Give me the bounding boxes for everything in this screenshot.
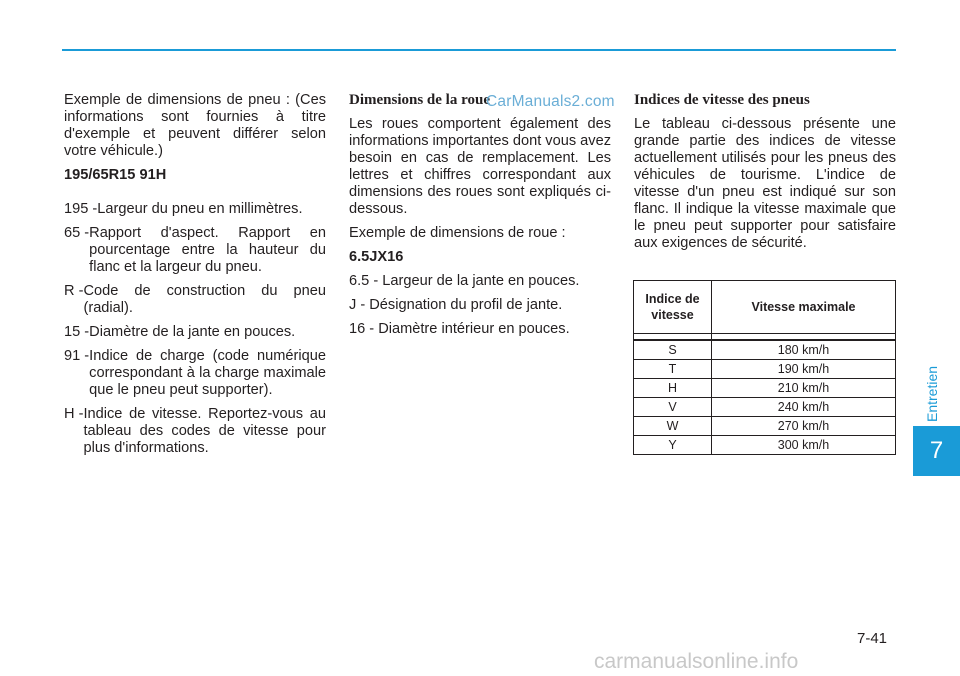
definition-item [64,201,326,218]
wheel-intro: Les roues comportent également des informations importantes dont vous avez besoin en cas de remplacement. Les lettres et chiffres correspondant aux dimensions des roues sont expliqués ci-dessous. [349,116,612,217]
table-row [634,436,896,455]
page-number: 7-41 [857,630,888,647]
table-row [634,340,896,360]
table-cell: S [634,340,712,360]
definition-item [64,225,326,276]
definition-text: Code de construction du pneu (radial). [83,283,326,316]
table-header-speed: Vitesse maximale [712,281,896,334]
table-header-row [634,281,896,334]
definition-text: Rapport d'aspect. Rapport en pourcentage entre la hauteur du flanc et la largeur du pneu. [89,225,326,275]
definition-key: R - [64,283,84,299]
table-row [634,398,896,417]
definition-key: 195 - [64,201,98,217]
table-cell: H [634,379,712,398]
definition-item [64,324,326,341]
definition-text: Largeur du pneu en millimètres. [97,201,303,217]
site-watermark: CarManuals2.com [486,93,615,110]
chapter-label: Entretien [924,365,941,423]
speed-intro: Le tableau ci-dessous présente une grande partie des indices de vitesse actuellement utilisés pour les pneus des véhicules de tourisme. L'indice de vitesse d'un pneu est indiqué sur son flanc. Il indique la vitesse maximale que le pneu peut supporter pour satisfaire aux exigences de sécurité. [634,116,896,251]
table-cell: 210 km/h [712,379,896,398]
table-cell: V [634,398,712,417]
table-cell: 300 km/h [712,436,896,455]
tire-size-intro: Exemple de dimensions de pneu : (Ces informations sont fournies à titre d'exemple et peuvent différer selon votre véhicule.) [64,92,326,159]
definition-text: Diamètre de la jante en pouces. [89,324,296,340]
wheel-line: J - Désignation du profil de jante. [349,297,563,313]
header-rule [62,49,896,51]
speed-index-column [634,92,896,259]
wheel-size-column [349,92,611,345]
tire-size-example: 195/65R15 91H [64,167,167,183]
table-cell: 240 km/h [712,398,896,417]
table-cell: T [634,360,712,379]
definition-item [64,283,326,317]
definition-text: Indice de vitesse. Reportez-vous au tableau des codes de vitesse pour plus d'informations. [83,406,326,456]
wheel-example: 6.5JX16 [349,249,404,265]
table-header-index: Indice de vitesse [634,281,712,334]
wheel-section-title: Dimensions de la roue [349,92,490,108]
table-row [634,360,896,379]
definition-key: 91 - [64,348,90,364]
wheel-line: 16 - Diamètre intérieur en pouces. [349,321,570,337]
table-row [634,417,896,436]
footer-watermark: carmanualsonline.info [594,650,799,673]
table-cell: W [634,417,712,436]
table-cell: Y [634,436,712,455]
table-cell: 270 km/h [712,417,896,436]
wheel-example-label: Exemple de dimensions de roue : [349,225,566,241]
table-row [634,379,896,398]
definition-key: 15 - [64,324,90,340]
tire-size-column [64,92,326,464]
definition-key: H - [64,406,84,422]
definition-key: 65 - [64,225,90,241]
definition-item [64,348,326,399]
definition-item [64,406,326,457]
table-cell: 180 km/h [712,340,896,360]
wheel-line: 6.5 - Largeur de la jante en pouces. [349,273,580,289]
speed-section-title: Indices de vitesse des pneus [634,92,810,108]
table-cell: 190 km/h [712,360,896,379]
chapter-tab: 7 [913,426,960,476]
definition-text: Indice de charge (code numérique correspondant à la charge maximale que le pneu peut supporter). [89,348,326,398]
speed-index-table [633,280,896,455]
